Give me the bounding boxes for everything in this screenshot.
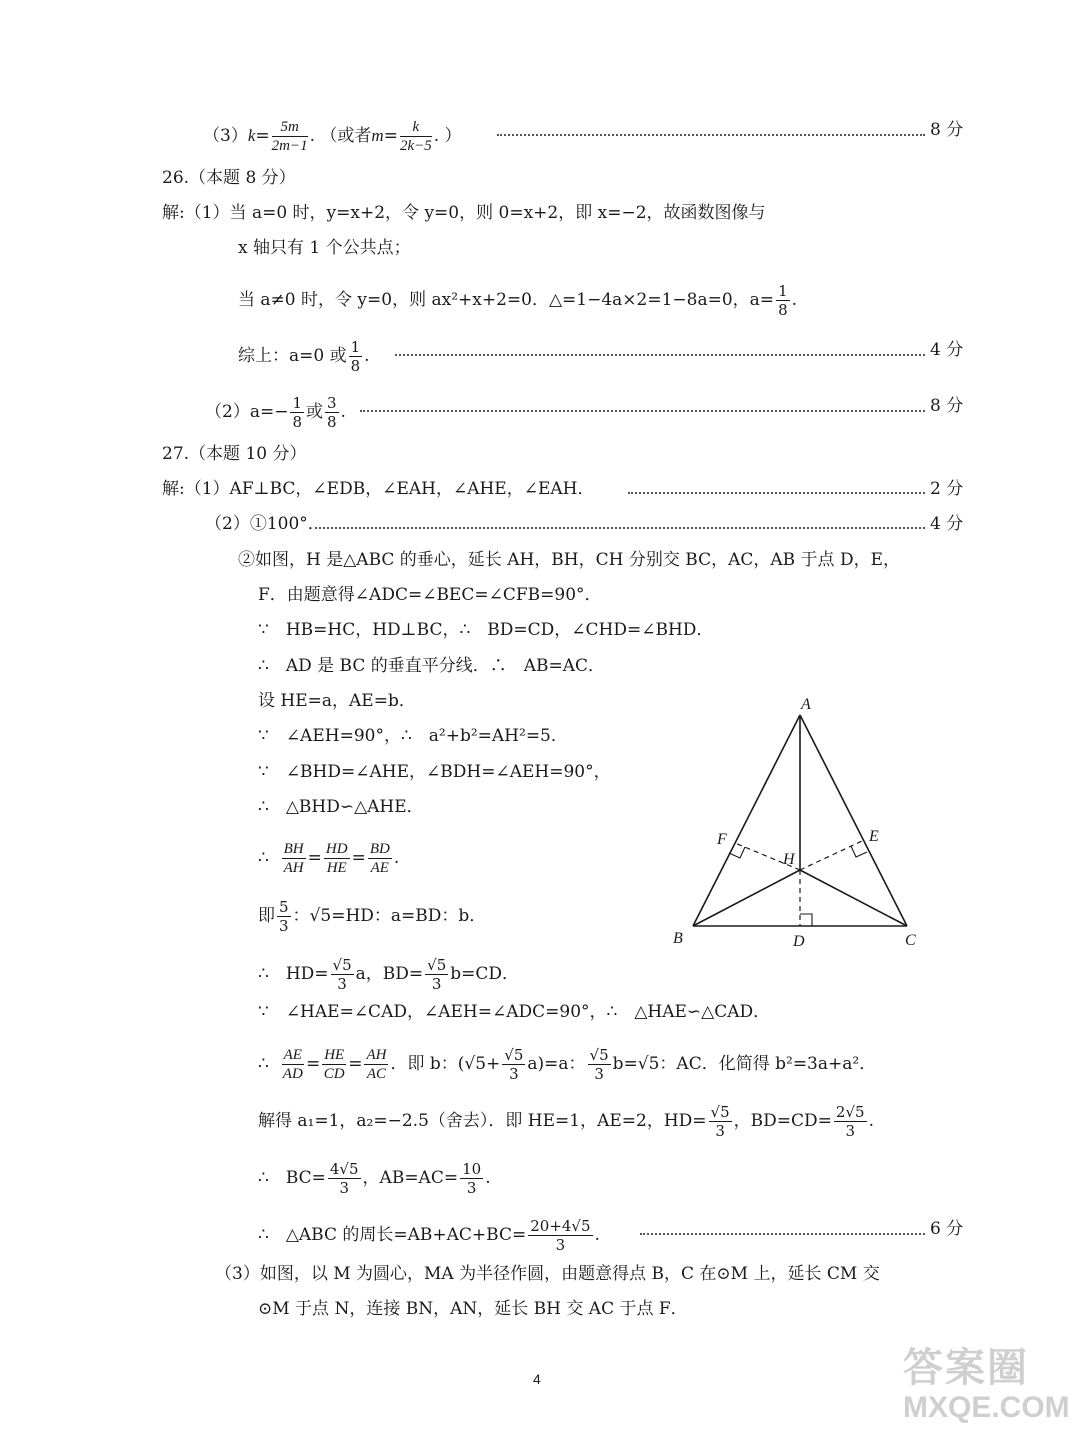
numerator: k: [400, 118, 432, 137]
numerator: 4√5: [329, 1160, 359, 1178]
solution-line: [258, 1103, 874, 1140]
text: ∴ BC=: [258, 1168, 326, 1188]
text: b=CD．: [450, 964, 520, 984]
denominator: 8: [292, 413, 302, 431]
numerator: 5m: [272, 118, 308, 137]
fraction: [502, 1046, 525, 1083]
solution-line: x 轴只有 1 个公共点；: [238, 238, 411, 258]
text: .: [594, 1225, 600, 1245]
page-number: 4: [533, 1371, 541, 1387]
solution-line: ⊙M 于点 N，连接 BN，AN，延长 BH 交 AC 于点 F．: [258, 1299, 688, 1319]
text: 或: [306, 402, 323, 422]
text: m: [371, 126, 384, 145]
denominator: CD: [323, 1066, 345, 1082]
score-label: 8 分: [930, 120, 964, 140]
score-label: 4 分: [930, 340, 964, 360]
text: . （或者: [309, 126, 372, 146]
fraction: [460, 1160, 483, 1197]
watermark-logo: [903, 1346, 1070, 1426]
fraction: [834, 1103, 867, 1140]
denominator: 2m−1: [271, 138, 308, 154]
solution-line: 解:（1）当 a=0 时，y=x+2，令 y=0，则 0=x+2，即 x=−2，故函数图像与: [162, 203, 766, 223]
denominator: 8: [327, 413, 337, 431]
score-label: 2 分: [930, 479, 964, 499]
dot-leader: [395, 354, 925, 356]
denominator: 3: [715, 1122, 725, 1140]
text: b=√5：AC．化简得 b²=3a+a²．: [612, 1054, 877, 1074]
solution-line: 设 HE=a，AE=b．: [258, 691, 416, 711]
fraction: [349, 338, 363, 375]
denominator: 3: [555, 1236, 566, 1254]
dot-leader: [497, 134, 925, 136]
text: a)=a：: [527, 1054, 586, 1074]
dot-leader: [640, 1233, 925, 1235]
text: .: [868, 1111, 874, 1131]
fraction: [277, 898, 291, 935]
numerator: BH: [283, 841, 304, 857]
solution-line: ②如图，H 是△ABC 的垂心，延长 AH，BH，CH 分别交 BC，AC，AB 于点 D，E，: [238, 550, 900, 570]
label-a: A: [801, 696, 811, 713]
denominator: 3: [509, 1065, 519, 1083]
text: .: [364, 346, 370, 366]
fraction: [324, 840, 350, 877]
fraction: [400, 118, 432, 155]
text: =: [255, 126, 270, 146]
solution-line: ∵ HB=HC，HD⊥BC，∴ BD=CD，∠CHD=∠BHD．: [258, 620, 714, 640]
solution-line: ∵ ∠HAE=∠CAD，∠AEH=∠ADC=90°，∴ △HAE∽△CAD．: [258, 1002, 771, 1022]
denominator: 3: [594, 1065, 604, 1083]
fraction: [709, 1103, 732, 1140]
watermark-text: 答案圈: [903, 1346, 1029, 1390]
text: .: [791, 290, 798, 310]
fraction: [364, 1046, 388, 1083]
solution-line: [205, 394, 346, 431]
text: k: [247, 126, 256, 145]
numerator: 3: [327, 394, 337, 412]
solution-line: [238, 338, 370, 375]
dot-leader: [628, 492, 925, 494]
numerator: HD: [325, 841, 348, 857]
numerator: √5: [332, 956, 352, 974]
denominator: 8: [778, 301, 788, 319]
numerator: AE: [283, 1047, 302, 1063]
text: 综上：a=0 或: [238, 346, 347, 366]
fraction: [588, 1046, 611, 1083]
text: a，BD=: [355, 964, 424, 984]
fraction: [776, 282, 790, 319]
solution-line: （2）①100°．: [205, 514, 325, 534]
text: ∴: [258, 1054, 269, 1074]
text: .: [340, 402, 346, 422]
triangle-figure: [665, 690, 925, 955]
denominator: 3: [339, 1179, 349, 1197]
segment-bh: [693, 870, 800, 926]
numerator: AH: [366, 1047, 387, 1063]
solution-line: ∴ AD 是 BC 的垂直平分线．∴ AB=AC．: [258, 656, 606, 676]
numerator: 1: [778, 282, 788, 300]
fraction: [331, 956, 354, 993]
label-b: B: [673, 930, 683, 947]
fraction: [282, 1046, 304, 1083]
numerator: √5: [710, 1103, 730, 1121]
numerator: 1: [350, 338, 361, 356]
fraction: [282, 840, 306, 877]
text: ：√5=HD：a=BD：b．: [292, 906, 487, 926]
denominator: AH: [283, 860, 304, 876]
score-label: 8 分: [930, 396, 964, 416]
numerator: 10: [462, 1160, 482, 1178]
text: =: [383, 126, 398, 146]
label-e: E: [869, 828, 879, 845]
solution-line: 解:（1）AF⊥BC，∠EDB，∠EAH，∠AHE，∠EAH．: [162, 479, 595, 499]
numerator: BD: [369, 841, 390, 857]
denominator: 3: [431, 975, 442, 993]
question-header-27: 27.（本题 10 分）: [162, 444, 307, 464]
numerator: 20+4√5: [530, 1217, 591, 1235]
text: （2）a=−: [205, 402, 289, 422]
side-ac: [800, 715, 907, 926]
denominator: AE: [370, 860, 389, 876]
solution-line: ∵ ∠BHD=∠AHE，∠BDH=∠AEH=90°，: [258, 762, 611, 782]
solution-line: ∴ $\frac{BH}{AH}$ = $\frac{HD}{HE}$ = $\frac{BD}{AE}$ .: [258, 841, 400, 876]
dot-leader: [360, 410, 925, 412]
denominator: 8: [350, 357, 361, 375]
numerator: 2√5: [835, 1103, 865, 1121]
fraction: [290, 394, 304, 431]
fraction: [328, 1160, 361, 1197]
right-angle-e: [851, 846, 867, 857]
fraction: [322, 1046, 346, 1083]
solution-line: [258, 898, 486, 935]
denominator: 2k−5: [399, 138, 432, 154]
fraction: [272, 118, 308, 155]
denominator: 3: [279, 917, 289, 935]
label-f: F: [717, 831, 727, 848]
fraction: [368, 840, 392, 877]
dashed-he: [800, 841, 862, 870]
numerator: HE: [324, 1047, 345, 1063]
solution-line: （3）如图，以 M 为圆心，MA 为半径作圆，由题意得点 B，C 在⊙M 上，延长 CM 交: [215, 1264, 880, 1284]
numerator: √5: [589, 1046, 609, 1064]
text: 即: [258, 906, 275, 926]
solution-line: ∴ $\frac{AE}{AD}$ = $\frac{HE}{CD}$ = $\frac{AH}{AC}$ ．即 b：(√5+ $\frac{√5}{3}$ a)=a： $\frac{√5}{3}$ b=√5：AC．化简得 b²=3a+a²．: [258, 1046, 877, 1083]
solution-line: [258, 1217, 600, 1254]
text: ，BD=CD=: [733, 1111, 832, 1131]
solution-line: F．由题意得∠ADC=∠BEC=∠CFB=90°．: [258, 585, 602, 605]
solution-line: ∵ ∠AEH=90°，∴ a²+b²=AH²=5．: [258, 726, 568, 746]
denominator: HE: [326, 860, 347, 876]
numerator: √5: [427, 956, 447, 974]
text: ．即 b：(√5+: [390, 1054, 501, 1074]
text: ∴ HD=: [258, 964, 329, 984]
text: 解得 a₁=1，a₂=−2.5（舍去）．即 HE=1，AE=2，HD=: [258, 1111, 707, 1131]
right-angle-d: [800, 914, 812, 926]
text: （3）: [203, 126, 248, 146]
fraction: [325, 394, 339, 431]
text: 当 a≠0 时，令 y=0，则 ax²+x+2=0．△=1−4a×2=1−8a=0，a=: [238, 290, 775, 310]
solution-line: ∴ △BHD∽△AHE．: [258, 797, 424, 817]
numerator: 5: [279, 898, 289, 916]
side-ab: [693, 715, 800, 926]
answer-line-25-3: [203, 118, 462, 155]
label-d: D: [793, 933, 805, 950]
label-h: H: [783, 851, 795, 868]
watermark-url: MXQE.COM: [903, 1391, 1070, 1424]
numerator: √5: [504, 1046, 524, 1064]
numerator: 1: [292, 394, 302, 412]
fraction: [528, 1217, 592, 1254]
solution-line: [258, 956, 519, 993]
text: .: [485, 1168, 491, 1188]
question-header-26: 26.（本题 8 分）: [162, 168, 296, 188]
text: ∴ △ABC 的周长=AB+AC+BC=: [258, 1225, 527, 1245]
solution-line: [238, 282, 797, 319]
solution-line: [258, 1160, 491, 1197]
segment-ch: [800, 870, 907, 926]
label-c: C: [905, 932, 916, 949]
text: ，AB=AC=: [362, 1168, 459, 1188]
denominator: 3: [337, 975, 347, 993]
text: . ）: [433, 126, 462, 146]
denominator: AD: [282, 1066, 303, 1082]
denominator: AC: [366, 1066, 387, 1082]
denominator: 3: [466, 1179, 477, 1197]
denominator: 3: [845, 1122, 855, 1140]
score-label: 4 分: [930, 514, 964, 534]
score-label: 6 分: [930, 1219, 964, 1239]
text: ∴: [258, 848, 269, 868]
fraction: [425, 956, 448, 993]
dot-leader: [315, 527, 925, 529]
